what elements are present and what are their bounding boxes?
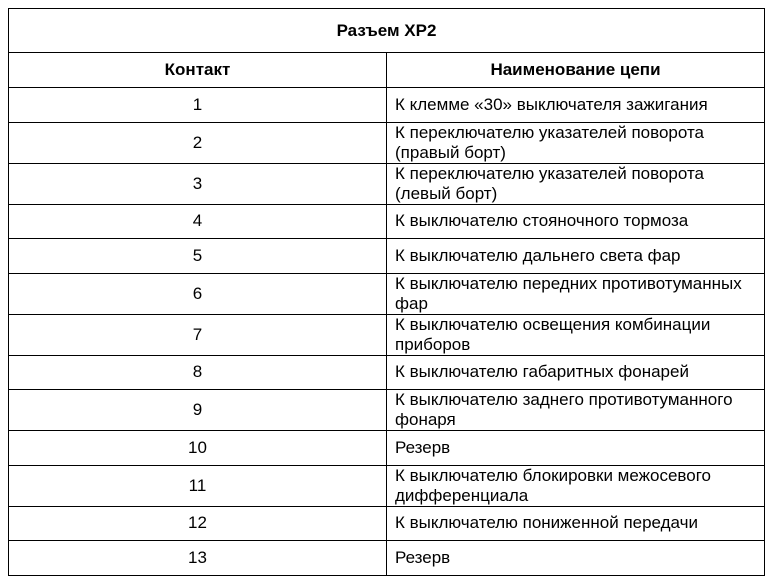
contact-cell: 3 bbox=[9, 163, 387, 204]
table-row bbox=[9, 541, 765, 576]
contact-cell: 4 bbox=[9, 204, 387, 239]
table-row bbox=[9, 314, 765, 355]
table-title: Разъем ХР2 bbox=[9, 9, 765, 53]
circuit-cell: К переключателю указателей поворота (правый борт) bbox=[387, 122, 765, 163]
contact-cell: 5 bbox=[9, 239, 387, 274]
table-row bbox=[9, 465, 765, 506]
table-row bbox=[9, 506, 765, 541]
table-header-row bbox=[9, 53, 765, 88]
table-row bbox=[9, 204, 765, 239]
contact-cell: 6 bbox=[9, 273, 387, 314]
circuit-cell: К выключателю освещения комбинации приборов bbox=[387, 314, 765, 355]
circuit-cell: Резерв bbox=[387, 541, 765, 576]
contact-cell: 9 bbox=[9, 390, 387, 431]
circuit-cell: К выключателю передних противотуманных фар bbox=[387, 273, 765, 314]
table-row bbox=[9, 239, 765, 274]
column-header-contact: Контакт bbox=[9, 53, 387, 88]
contact-cell: 1 bbox=[9, 88, 387, 123]
table-row bbox=[9, 355, 765, 390]
circuit-cell: К переключателю указателей поворота (левый борт) bbox=[387, 163, 765, 204]
circuit-cell: К клемме «30» выключателя зажигания bbox=[387, 88, 765, 123]
contact-cell: 8 bbox=[9, 355, 387, 390]
circuit-cell: К выключателю блокировки межосевого дифференциала bbox=[387, 465, 765, 506]
circuit-cell: К выключателю заднего противотуманного фонаря bbox=[387, 390, 765, 431]
table-row bbox=[9, 431, 765, 466]
table-row bbox=[9, 163, 765, 204]
contact-cell: 2 bbox=[9, 122, 387, 163]
circuit-cell: К выключателю пониженной передачи bbox=[387, 506, 765, 541]
table-row bbox=[9, 390, 765, 431]
table-row bbox=[9, 122, 765, 163]
table-row bbox=[9, 273, 765, 314]
contact-cell: 10 bbox=[9, 431, 387, 466]
contact-cell: 11 bbox=[9, 465, 387, 506]
table-body bbox=[9, 88, 765, 576]
circuit-cell: К выключателю стояночного тормоза bbox=[387, 204, 765, 239]
column-header-circuit: Наименование цепи bbox=[387, 53, 765, 88]
circuit-cell: К выключателю дальнего света фар bbox=[387, 239, 765, 274]
circuit-cell: К выключателю габаритных фонарей bbox=[387, 355, 765, 390]
contact-cell: 7 bbox=[9, 314, 387, 355]
connector-table-container bbox=[8, 8, 765, 576]
table-row bbox=[9, 88, 765, 123]
contact-cell: 13 bbox=[9, 541, 387, 576]
connector-pinout-table bbox=[8, 8, 765, 576]
contact-cell: 12 bbox=[9, 506, 387, 541]
circuit-cell: Резерв bbox=[387, 431, 765, 466]
table-title-row bbox=[9, 9, 765, 53]
